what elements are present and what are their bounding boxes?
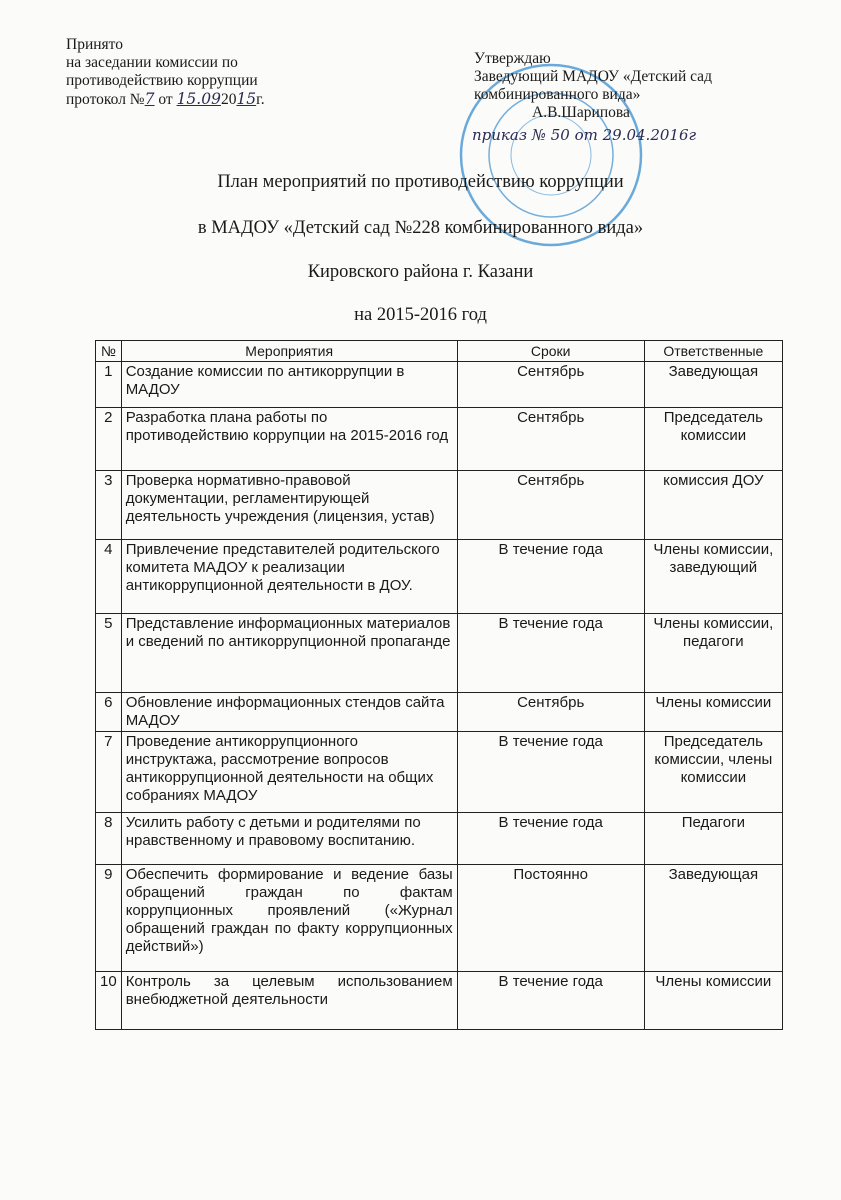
cell-event: Обеспечить формирование и ведение базы обращений граждан по фактам коррупционных проявлений («Журнал обращений граждан по факту коррупционных действий»)	[121, 865, 457, 972]
cell-event: Создание комиссии по антикоррупции в МАДОУ	[121, 362, 457, 408]
cell-term: Сентябрь	[457, 362, 644, 408]
page-subtitle-period: на 2015-2016 год	[354, 305, 487, 325]
cell-num: 8	[96, 813, 122, 865]
cell-event: Проведение антикоррупционного инструктажа, рассмотрение вопросов антикоррупционной деятельности на общих собраниях МАДОУ	[121, 732, 457, 813]
cell-term: В течение года	[457, 540, 644, 614]
table-row	[96, 362, 783, 408]
protocol-year: 15	[236, 90, 257, 108]
cell-resp: Председатель комиссии	[644, 408, 782, 471]
approved-label: Утверждаю	[474, 50, 551, 67]
cell-resp: Члены комиссии	[644, 693, 782, 732]
cell-num: 5	[96, 614, 122, 693]
protocol-date: 15.09	[176, 90, 221, 108]
header-terms: Сроки	[457, 341, 644, 362]
protocol-number: 7	[144, 90, 155, 108]
handwritten-order: приказ № 50 от 29.04.2016г	[472, 126, 697, 144]
cell-event: Привлечение представителей родительского комитета МАДОУ к реализации антикоррупционной деятельности в ДОУ.	[121, 540, 457, 614]
table-row	[96, 471, 783, 540]
cell-resp: Заведующая	[644, 362, 782, 408]
cell-term: Постоянно	[457, 865, 644, 972]
cell-num: 6	[96, 693, 122, 732]
table-row	[96, 540, 783, 614]
accepted-block	[66, 36, 265, 109]
year-prefix: 20	[220, 91, 237, 108]
header-responsible: Ответственные	[644, 341, 782, 362]
cell-num: 4	[96, 540, 122, 614]
table-header	[96, 341, 783, 362]
cell-resp: Члены комиссии, педагоги	[644, 614, 782, 693]
cell-resp: Председатель комиссии, члены комиссии	[644, 732, 782, 813]
plan-table	[95, 340, 783, 1030]
cell-term: Сентябрь	[457, 471, 644, 540]
table-row	[96, 614, 783, 693]
header-num: №	[96, 341, 122, 362]
cell-num: 2	[96, 408, 122, 471]
table-row	[96, 813, 783, 865]
cell-term: Сентябрь	[457, 693, 644, 732]
cell-num: 10	[96, 972, 122, 1030]
cell-resp: Члены комиссии	[644, 972, 782, 1030]
cell-num: 3	[96, 471, 122, 540]
cell-event: Контроль за целевым использованием внебюджетной деятельности	[121, 972, 457, 1030]
approved-line3: комбинированного вида»	[474, 86, 641, 103]
approver-name: А.В.Шарипова	[532, 104, 630, 121]
page-subtitle: в МАДОУ «Детский сад №228 комбинированного вида»	[197, 218, 644, 238]
cell-resp: комиссия ДОУ	[644, 471, 782, 540]
cell-event: Проверка нормативно-правовой документации, регламентирующей деятельность учреждения (лицензия, устав)	[121, 471, 457, 540]
table-row	[96, 865, 783, 972]
cell-resp: Члены комиссии, заведующий	[644, 540, 782, 614]
cell-resp: Заведующая	[644, 865, 782, 972]
accepted-label: Принято	[66, 36, 123, 53]
page-title: План мероприятий по противодействию коррупции	[217, 172, 624, 192]
table-row	[96, 972, 783, 1030]
cell-event: Обновление информационных стендов сайта МАДОУ	[121, 693, 457, 732]
table-row	[96, 408, 783, 471]
table-row	[96, 693, 783, 732]
cell-term: В течение года	[457, 972, 644, 1030]
cell-event: Разработка плана работы по противодействию коррупции на 2015-2016 год	[121, 408, 457, 471]
cell-term: В течение года	[457, 813, 644, 865]
date-prefix: от	[158, 91, 173, 108]
cell-num: 1	[96, 362, 122, 408]
approved-line2: Заведующий МАДОУ «Детский сад	[474, 68, 712, 85]
protocol-line	[66, 90, 265, 109]
cell-resp: Педагоги	[644, 813, 782, 865]
accepted-line3: противодействию коррупции	[66, 72, 258, 89]
cell-num: 7	[96, 732, 122, 813]
cell-event: Усилить работу с детьми и родителями по нравственному и правовому воспитанию.	[121, 813, 457, 865]
year-suffix: г.	[256, 91, 265, 108]
header-events: Мероприятия	[121, 341, 457, 362]
cell-term: В течение года	[457, 732, 644, 813]
cell-event: Представление информационных материалов и сведений по антикоррупционной пропаганде	[121, 614, 457, 693]
cell-num: 9	[96, 865, 122, 972]
accepted-line2: на заседании комиссии по	[66, 54, 238, 71]
protocol-prefix: протокол №	[66, 91, 145, 108]
cell-term: В течение года	[457, 614, 644, 693]
table-row	[96, 732, 783, 813]
page-subtitle-district: Кировского района г. Казани	[307, 262, 534, 282]
cell-term: Сентябрь	[457, 408, 644, 471]
approved-block	[474, 50, 712, 122]
